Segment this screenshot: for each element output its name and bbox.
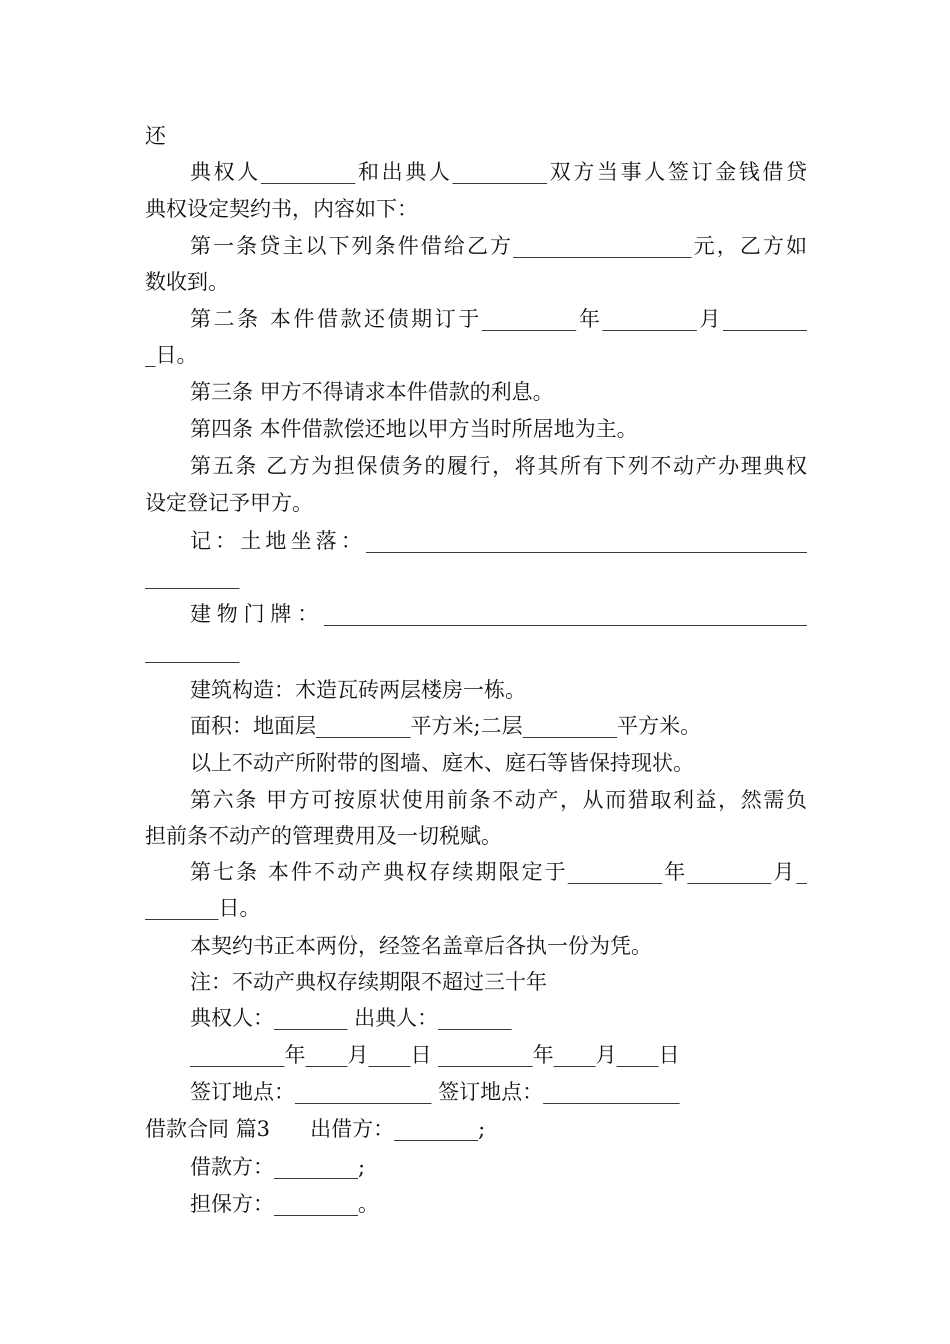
text-line: 面积：地面层_________平方米;二层_________平方米。 bbox=[190, 714, 702, 738]
text-line: 典权设定契约书，内容如下： bbox=[145, 197, 418, 221]
text-line: 以上不动产所附带的图墙、庭木、庭石等皆保持现状。 bbox=[190, 751, 694, 775]
text-line: 典权人_________和出典人_________双方当事人签订金钱借贷 bbox=[190, 160, 807, 184]
text-line: 本契约书正本两份，经签名盖章后各执一份为凭。 bbox=[190, 934, 652, 958]
text-line: 记：土地坐落：__________________________________________ bbox=[190, 529, 807, 553]
text-line: 第四条 本件借款偿还地以甲方当时所居地为主。 bbox=[190, 417, 638, 441]
text-line: 借款合同 篇3 出借方：________; bbox=[145, 1117, 486, 1141]
text-line: 担前条不动产的管理费用及一切税赋。 bbox=[145, 824, 502, 848]
text-line: _________年____月____日 _________年____月____日 bbox=[190, 1043, 680, 1067]
text-line: 第一条贷主以下列条件借给乙方_________________元，乙方如 bbox=[190, 234, 807, 258]
text-line: 建物门牌：______________________________________________ bbox=[190, 602, 807, 626]
text-line: 担保方：________。 bbox=[190, 1192, 379, 1216]
text-line: 建筑构造：木造瓦砖两层楼房一栋。 bbox=[190, 678, 526, 702]
text-line: 设定登记予甲方。 bbox=[145, 491, 313, 515]
text-line: 注：不动产典权存续期限不超过三十年 bbox=[190, 970, 547, 994]
text-line: 签订地点：_____________ 签订地点：_____________ bbox=[190, 1080, 680, 1104]
text-line: 典权人：_______ 出典人：_______ bbox=[190, 1006, 512, 1030]
text-line: 借款方：________; bbox=[190, 1155, 366, 1179]
text-line: 第七条 本件不动产典权存续期限定于_________年________月_ bbox=[190, 860, 807, 884]
text-line: 还 bbox=[145, 124, 166, 148]
text-line: _________ bbox=[145, 565, 240, 589]
text-line: 第二条 本件借款还债期订于_________年_________月________ bbox=[190, 307, 807, 331]
text-line: _日。 bbox=[145, 343, 198, 367]
text-line: _______日。 bbox=[145, 896, 261, 920]
text-line: _________ bbox=[145, 639, 240, 663]
text-line: 第五条 乙方为担保债务的履行，将其所有下列不动产办理典权 bbox=[190, 454, 807, 478]
text-line: 第三条 甲方不得请求本件借款的利息。 bbox=[190, 380, 554, 404]
text-line: 第六条 甲方可按原状使用前条不动产，从而猎取利益，然需负 bbox=[190, 788, 807, 812]
text-line: 数收到。 bbox=[145, 270, 229, 294]
